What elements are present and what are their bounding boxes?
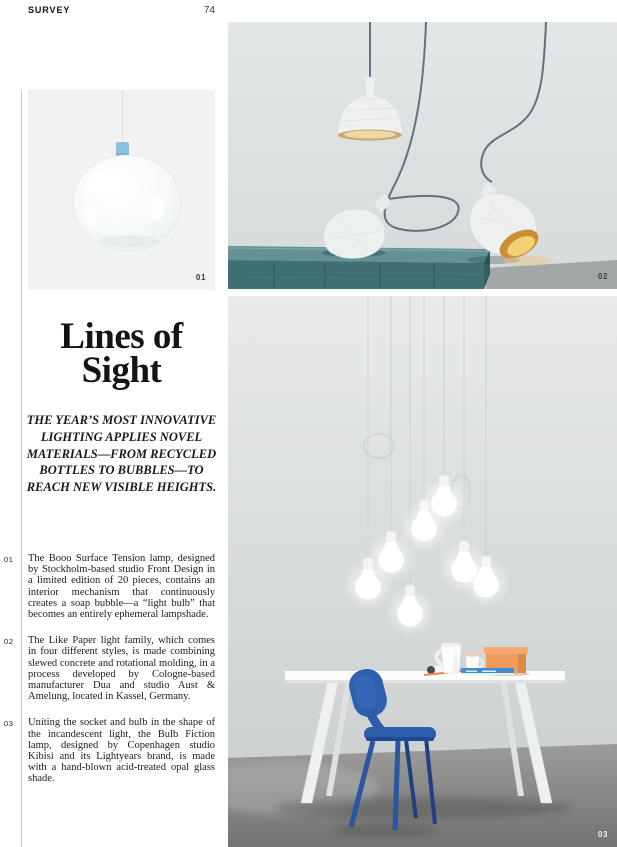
- entry-03: [0, 717, 215, 784]
- deck-line: THE YEAR’S MOST INNOVATIVE: [26, 413, 217, 427]
- entry-text: Uniting the socket and bulb in the shape of the incandescent light, the Bulb Fiction lamp, designed by Copenhagen studio Kibisi and its Lightyears brand, is made with a hand-blown acid-treated opal glass shade.: [28, 717, 215, 785]
- entry-text: The Booo Surface Tension lamp, designed by Stockholm-based studio Front Design in a limited edition of 20 pieces, contains an interior mechanism that continuously creates a soap bubble—a “light bulb” that becomes an entirely ephemeral lampshade.: [28, 553, 215, 621]
- title-line-1: Lines of: [60, 316, 183, 357]
- entry-02: [0, 635, 215, 702]
- entry-text: The Like Paper light family, which comes in four different styles, is made combining slewed concrete and rotational molding, in a process developed by Cologne-based manufacturer Dua and studio Aust & Amelung, located in Kassel, Germany.: [28, 635, 215, 703]
- caption-entries: [0, 553, 215, 800]
- photo-label-03: 03: [597, 830, 608, 839]
- photo-bubble-lamp: [28, 90, 215, 290]
- entry-number: 03: [4, 719, 14, 729]
- deck-line: REACH NEW VISIBLE HEIGHTS.: [26, 480, 217, 495]
- bulb-fiction-illustration: [228, 296, 617, 847]
- photo-label-01: 01: [195, 273, 206, 282]
- photo-bulb-fiction: [228, 296, 617, 847]
- entry-01: [0, 553, 215, 620]
- photo-label-02: 02: [597, 272, 608, 281]
- article-title: [28, 316, 215, 391]
- deck-line: LIGHTING APPLIES NOVEL: [40, 429, 203, 444]
- entry-number: 02: [4, 637, 14, 647]
- page-number: 74: [203, 5, 215, 16]
- photo-concrete-lamps: [228, 22, 617, 289]
- deck-line: BOTTLES TO BUBBLES—TO: [39, 463, 204, 478]
- section-label: SURVEY: [28, 5, 71, 15]
- concrete-lamps-illustration: [228, 22, 617, 289]
- bubble-lamp-illustration: [28, 90, 215, 290]
- deck-line: MATERIALS—FROM RECYCLED: [26, 446, 217, 461]
- article-deck: [24, 412, 219, 496]
- title-line-2: Sight: [81, 350, 162, 391]
- entry-number: 01: [4, 555, 14, 564]
